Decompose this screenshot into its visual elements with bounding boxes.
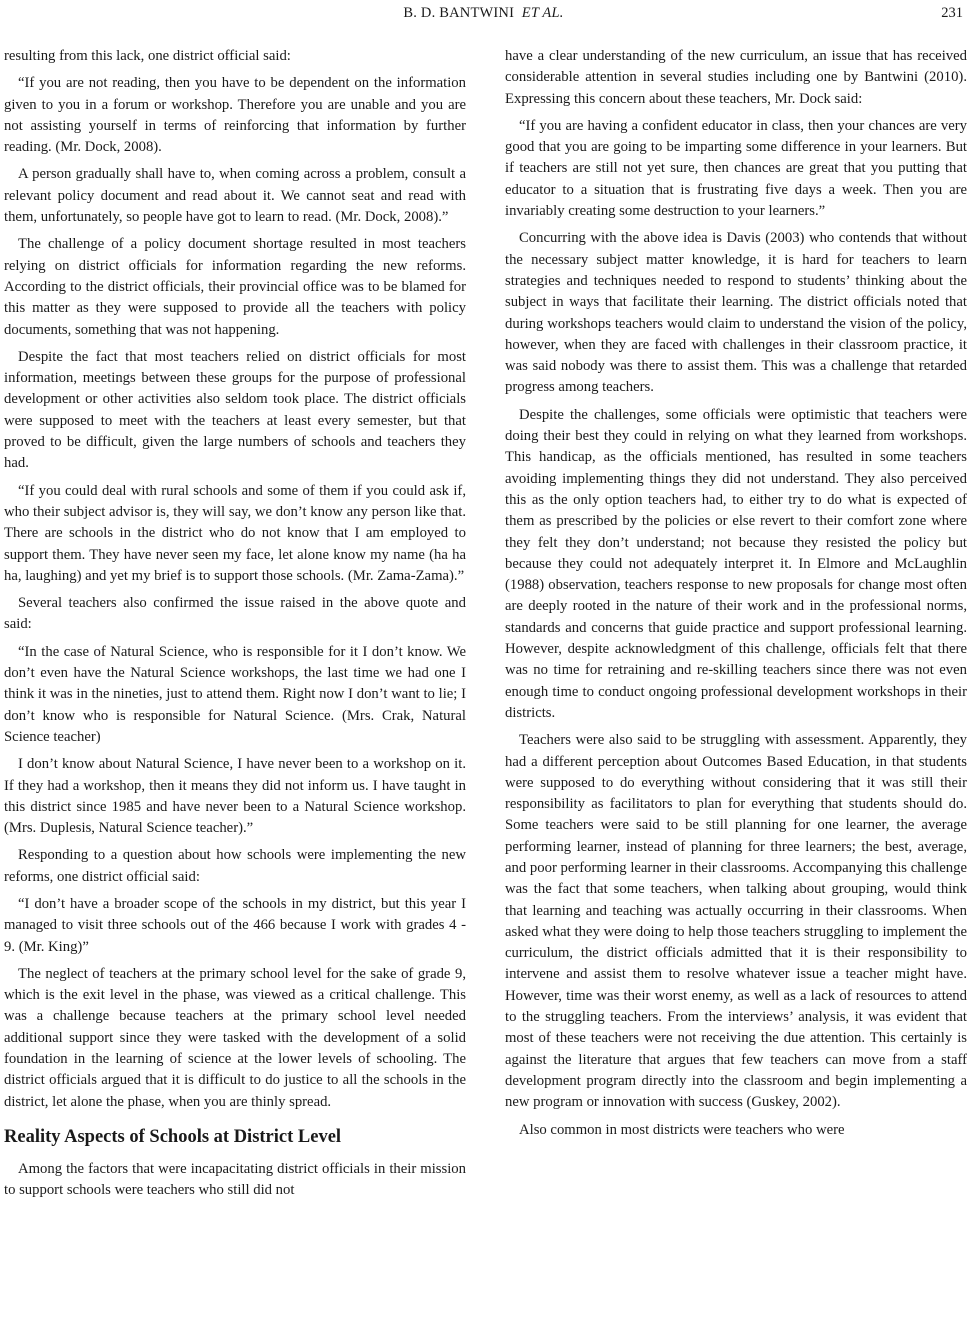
paragraph: resulting from this lack, one district official said: <box>4 48 291 64</box>
quote-paragraph: “If you are not reading, then you have to be dependent on the information given to you in a forum or workshop. Therefore you are unable and you are not assisting yourself in terms of reinforcing that information by further reading. (Mr. Dock, 2008). <box>4 75 466 156</box>
page-header <box>0 5 967 27</box>
quote-paragraph: “I don’t have a broader scope of the schools in my district, but this year I managed to visit three schools out of the 466 because I work with grades 4 - 9. (Mr. King)” <box>4 895 466 955</box>
paragraph: Despite the challenges, some officials were optimistic that teachers were doing their best they could in relying on what they learned from workshops. This handicap, as the officials mentioned, has resulted in some teachers avoiding implementing things they did not understand. They also perceived this as the only option teachers had, to either try to do what is expected of them as prescribed by the policies or else revert to their comfort zone where they felt they don’t understand; not because they resisted the policy but because they could not adequately interpret it. In Elmore and McLaughlin (1988) observation, teachers response to new proposals for change most often are deeply rooted in the nature of their work and in the professional norms, standards and concerns that guide practice and support professional learning. However, despite acknowledgment of this challenge, officials felt that there was no time for retraining and re-skilling teachers since there was not even enough time to conduct ongoing professional development workshops in their districts. <box>505 406 967 721</box>
left-column <box>4 46 466 1208</box>
paragraph: Teachers were also said to be struggling with assessment. Apparently, they had a different perception about Outcomes Based Education, in that students were supposed to do everything without considering that it was still their responsibility as facilitators to plan for everything that students should do. Some teachers were said to be still planning for one learner, the average performing learner, instead of planning for three learners; the best, average, and poor performing learner in their classrooms. Accompanying this challenge was the fact that some teachers, when talking about grouping, would think that learning and teaching was actually occurring in their classrooms. When asked what they were doing to help those teachers struggling to implement the curriculum, the district officials admitted that it is their responsibility to intervene and assist them to resolve whatever issue a teacher might have. However, time was their worst enemy, as well as a lack of resources to attend to the struggling teachers. From the interviews’ analysis, it was evident that most of these teachers were not receiving the due attention. This certainly is against the literature that argues that few teachers can move from a staff development program directly into the classroom and begin implementing a new program or innovation with success (Guskey, 2002). <box>505 732 967 1111</box>
quote-paragraph: A person gradually shall have to, when coming across a problem, consult a relevant policy document and read about it. We cannot seat and read with them, unfortunately, so people have got to learn to read. (Mr. Dock, 2008).” <box>4 166 466 226</box>
running-head-author: B. D. BANTWINI <box>403 5 515 21</box>
paragraph: Despite the fact that most teachers relied on district officials for most information, meetings between these groups for the purpose of professional development or other activities also seldom took place. The district officials were supposed to meet with the teachers at least every semester, but that proved to be difficult, given the large numbers of schools and teachers they had. <box>4 348 466 472</box>
quote-paragraph: “In the case of Natural Science, who is responsible for it I don’t know. We don’t even have the Natural Science workshops, the last time we had one I think it was in the nineties, just to attend them. Right now I don’t want to lie; I don’t know who is responsible for Natural Science. (Mrs. Crak, Natural Science teacher) <box>4 643 466 745</box>
quote-paragraph: “If you are having a confident educator in class, then your chances are very good that you are going to be imparting some difference in your learners. But if teachers are still not yet sure, then chances are great that you putting that educator to a situation that is frustrating five days a week. Then you are invariably creating some destruction to your learners.” <box>505 117 967 220</box>
running-head-etal: ET AL. <box>521 5 564 21</box>
right-column <box>505 46 967 1147</box>
section-heading: Reality Aspects of Schools at District Level <box>4 1126 342 1147</box>
paragraph: Concurring with the above idea is Davis (2003) who contends that without the necessary subject matter knowledge, it is hard for teachers to learn strategies and techniques needed to respond to students’ thinking about the subject in ways that facilitate their learning. The district officials noted that during workshops teachers would claim to understand the vision of the policy, however, when they are faced with challenges in their classroom practice, it was said nobody was there to assist them. This was a challenge that retarded progress among teachers. <box>505 230 967 396</box>
paragraph: Responding to a question about how schools were implementing the new reforms, one district official said: <box>4 847 466 885</box>
paragraph: Also common in most districts were teachers who were <box>519 1121 845 1138</box>
quote-paragraph: “If you could deal with rural schools and some of them if you could ask if, who their subject advisor is, they will say, we don’t know any person like that. There are schools in the district who do not know that I am employed to support them. They have never seen my face, let alone know my name (ha ha ha, laughing) and yet my brief is to support those schools. (Mr. Zama-Zama).” <box>4 482 466 584</box>
running-head <box>0 5 967 22</box>
paragraph: have a clear understanding of the new curriculum, an issue that has received considerable attention in several studies including one by Bantwini (2010). Expressing this concern about these teachers, Mr. Dock said: <box>505 48 967 107</box>
quote-paragraph: I don’t know about Natural Science, I have never been to a workshop on it. If they had a workshop, then it means they did not inform us. I have taught in this district since 1985 and have never been to a Natural Science workshop. (Mrs. Duplesis, Natural Science teacher).” <box>4 756 466 837</box>
page-number: 231 <box>941 5 963 21</box>
paragraph: Several teachers also confirmed the issue raised in the above quote and said: <box>4 595 466 633</box>
paragraph: The neglect of teachers at the primary school level for the sake of grade 9, which is the exit level in the phase, was viewed as a critical challenge. This was a challenge because teachers at the primary school level needed additional support since they were tasked with the development of a solid foundation in the learning of science at the lower levels of schooling. The district officials argued that it is difficult to do justice to all the schools in the district, let alone the phase, when you are thinly spread. <box>4 965 466 1110</box>
paragraph: The challenge of a policy document shortage resulted in most teachers relying on district officials for information regarding the new reforms. According to the district officials, their provincial office was to be blamed for this matter as they were supposed to provide all the teachers with policy documents, something that was not happening. <box>4 236 466 338</box>
paragraph: Among the factors that were incapacitating district officials in their mission to support schools were teachers who still did not <box>4 1160 466 1199</box>
